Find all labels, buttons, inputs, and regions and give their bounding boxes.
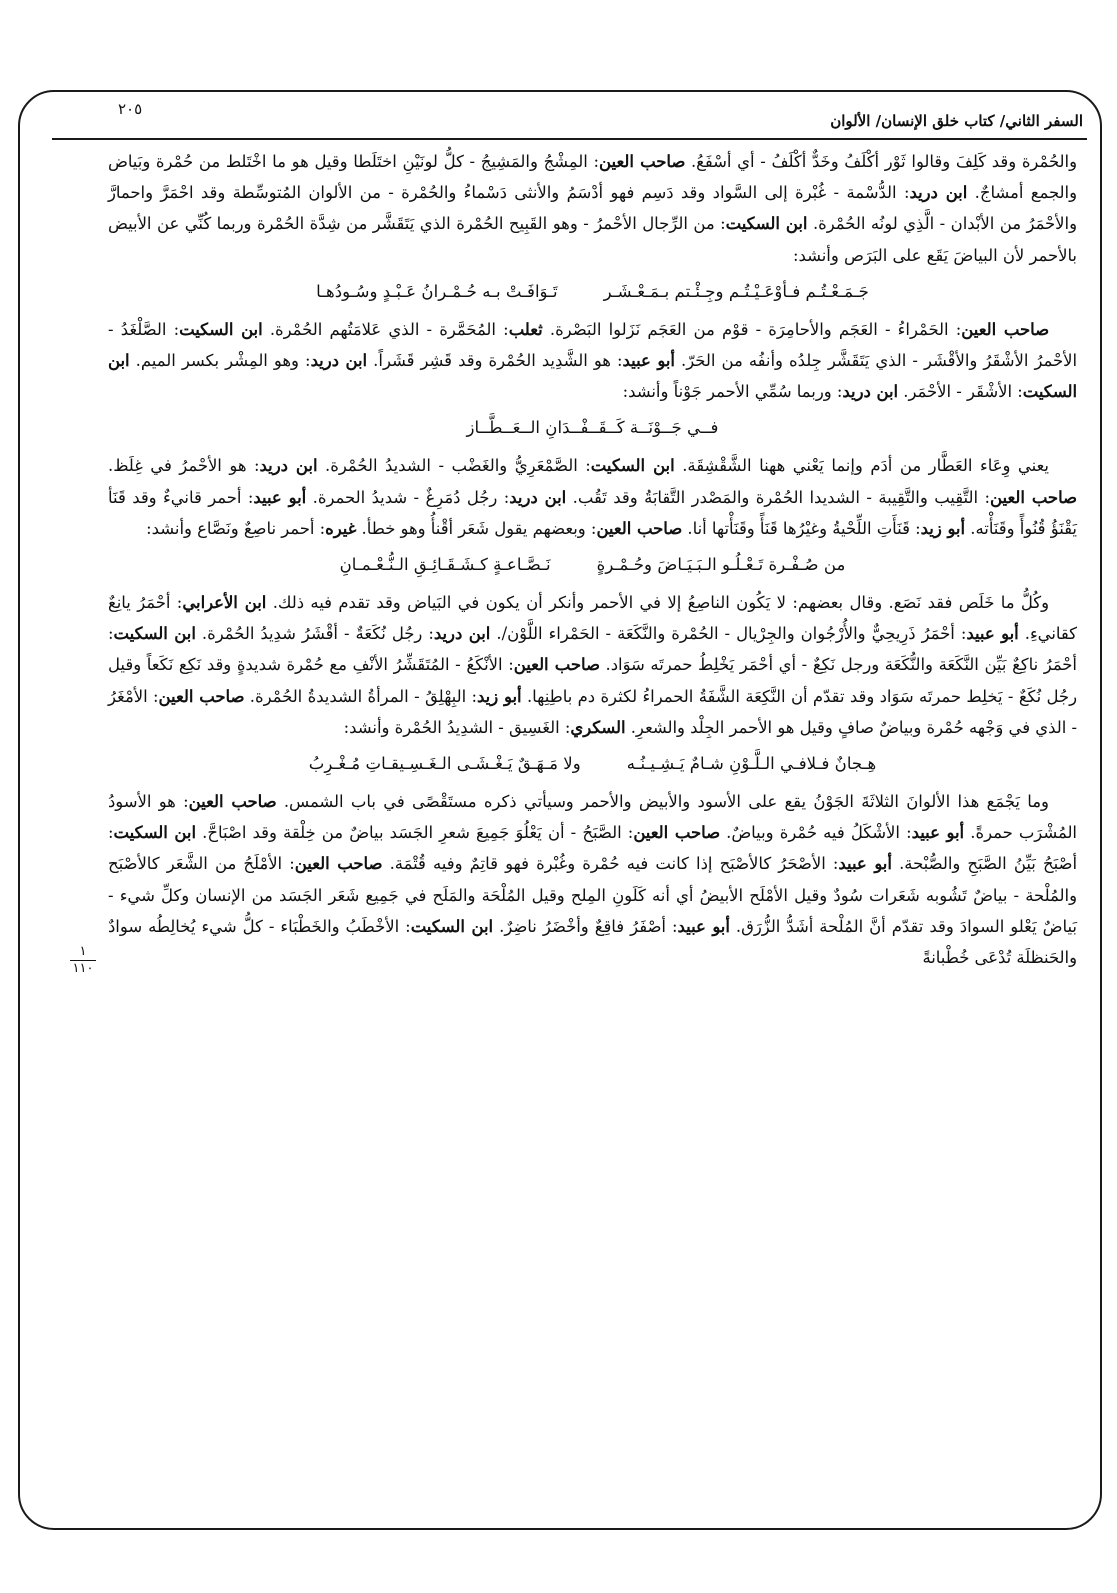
text-run: يعني وِعَاء العَطَّار من أدَم وإنما يَعْني ههنا الشَّقْشِقَة. bbox=[674, 456, 1049, 476]
text-run: : أحْمَرُ ناكِعٌ بَيِّن النَّكَعَة والنُّكَعَة ورجل نَكِعٌ - أي أحْمَر يَخْلِطُ حمرتَه سَوَاد. bbox=[108, 624, 1077, 675]
verse-second-hemistich: تَـوَافَـتْ بـه حُـمْـرانُ عَـبْـدٍ وسُـودُهـا bbox=[316, 281, 558, 301]
source-citation: صاحب العين bbox=[294, 854, 383, 874]
text-run: : هو الأسودُ المُشْرَب حمرةً. bbox=[108, 792, 1077, 843]
source-citation: ابن دريد bbox=[842, 382, 899, 402]
text-run: : الأشْكَلُ فيه حُمْرة وبياضٌ. bbox=[720, 823, 912, 843]
source-citation: أبو عبيد bbox=[966, 624, 1019, 644]
text-run: : الأشْقَر - الأحْمَر. bbox=[898, 382, 1023, 402]
poetry-verse bbox=[108, 745, 1077, 782]
text-run: : الأمْغَرُ - الذي في وَجْهه حُمْرة وبياضٌ صافٍ وقيل هو الأحمر الجِلْد والشعرِ. bbox=[108, 686, 1077, 737]
text-run: : البِهْلِقُ - المرأةُ الشديدةُ الحُمْرة. bbox=[244, 686, 478, 706]
page-number: ٢٠٥ bbox=[118, 100, 143, 118]
text-run: : من الرِّجال الأحْمرُ - وهو القَبِيح الحُمْرة الذي يَتَقَشَّر من شِدَّة الحُمْرة وربما كُنِّي عن الأبيض بالأحمر لأن البياضَ يَقَع على البَرَص وأنشد: bbox=[108, 214, 1077, 265]
text-run: : المِشْجُ والمَشِيجُ - كلُّ لونَيْنِ اختَلَطا وقيل هو ما اخْتَلط من حُمْرة وبَياض والجمع أمشاجٌ. bbox=[108, 152, 1077, 203]
poetry-verse bbox=[108, 273, 1077, 310]
source-citation: ابن دريد bbox=[433, 624, 491, 644]
text-run: : الصَّمْعَرِيُّ والغَضْب - الشديدُ الحُمْرة. bbox=[317, 456, 591, 476]
text-run: : رجُل نُكَعَةٌ - أقْشَرُ شدِيدُ الحُمْرة. bbox=[195, 624, 434, 644]
source-citation: أبو عبيد bbox=[677, 916, 730, 936]
main-text-body bbox=[108, 146, 1077, 973]
source-citation: أبو زيد bbox=[920, 518, 966, 538]
source-citation: ابن السكيت bbox=[108, 351, 1077, 402]
text-run: : وهو المِشْر بكسر الميم. bbox=[129, 351, 311, 371]
margin-note-bottom: ١١٠ bbox=[72, 961, 94, 976]
source-citation: ابن دريد bbox=[310, 351, 368, 371]
source-citation: صاحب العين bbox=[513, 655, 600, 675]
header-rule bbox=[52, 138, 1087, 140]
source-citation: ابن السكيت bbox=[179, 319, 263, 339]
text-run: : الأصْحَرُ كالأصْبَح إذا كانت فيه حُمْرة وغُبْرة فهو قاتِمٌ وفيه قُتْمَة. bbox=[382, 854, 839, 874]
text-run: : قَنَأَتِ اللِّحْيةُ وغيْرُها قَنَأً وقَنَأْتها أنا. bbox=[682, 518, 921, 538]
text-paragraph bbox=[108, 587, 1077, 743]
source-citation: أبو عبيد bbox=[253, 487, 307, 507]
text-run: : الصَّلْغَدُ - الأحْمرُ الأشْقَرُ والأقْشَر - الذي يَتَقَشَّر جِلدُه وأنفُه من الحَرّ. bbox=[108, 319, 1077, 371]
source-citation: صاحب العين bbox=[596, 518, 683, 538]
text-run: : أصْفَرُ فاقِعٌ وأخْضَرُ ناضِرٌ. bbox=[493, 916, 678, 936]
text-run: : المُحَمَّرة - الذي عَلامَتُهم الحُمْرة. bbox=[262, 319, 509, 339]
text-run: والحُمْرة وقد كَلِفَ وقالوا ثَوْر أكْلَفُ وخَدٌّ أكْلَفُ - أي أسْفَعُ. bbox=[685, 152, 1077, 171]
source-citation: ابن السكيت bbox=[410, 916, 494, 936]
source-citation: ابن دريد bbox=[259, 456, 318, 476]
text-run: : هو الشَّدِيد الحُمْرة وقد قَشِر قَشَراً. bbox=[367, 351, 623, 371]
poetry-verse bbox=[108, 546, 1077, 583]
verse-first-hemistich: هِـجانٌ فـلافـي الـلَّـوْنِ شـامٌ يَـشِـيـنُـه bbox=[626, 754, 877, 774]
text-run: : أصْبَحُ بَيِّنُ الصَّبَحِ والصُّبْحة. bbox=[108, 823, 1078, 874]
text-run: : أحمر قانيءٌ وقد قَنَأ يَقْنَؤُ قُنُوأً وقَنَأْته. bbox=[108, 487, 1077, 538]
margin-note-top: ١ bbox=[79, 944, 87, 959]
text-run: وما يَجْمَع هذا الألوانَ الثلاثَةَ الجَوْنُ يقع على الأسود والأبيض والأحمر وسيأتي ذكره مستَقْصًى في باب الشمس. bbox=[276, 792, 1049, 812]
text-run: : الأخْطَبُ والخَطْبَاء - كلُّ شيء يُخالِطُه سوادٌ والحَنظلَة تُدْعَى خُطْبانةً bbox=[108, 916, 1077, 968]
text-run: : الحَمْراءُ - العَجَم والأحامِرَة - قوْم من العَجَم نَزَلوا البَصْرة. bbox=[542, 319, 962, 339]
text-run: : التَّقِيب والتَّقِيبة - الشديدا الحُمْرة والمَصْدر التَّقابَةُ وقد تَقُب. bbox=[566, 487, 991, 507]
verse-first-hemistich: من صُـفْـرة تَـعْـلُـو الـبَـيَـاضَ وحُـمْـرةٍ bbox=[596, 555, 846, 575]
poetry-verse bbox=[108, 409, 1077, 446]
source-citation: ابن الأعرابي bbox=[182, 593, 267, 613]
text-run: : الصَّبَحُ - أن يَعْلُوَ جَمِيعَ شعرِ الجَسَد بياضٌ من خِلْقة وقد اصْبَاحَّ. bbox=[196, 823, 634, 843]
source-citation: ابن السكيت bbox=[113, 624, 196, 644]
source-citation: ابن دريد bbox=[909, 183, 968, 203]
source-citation: صاحب العين bbox=[633, 823, 720, 843]
text-run: : الدُّسْمة - غُبْرة إلى السَّواد وقد دَسِم فهو أدْسَمُ والأنثى دَسْماءُ والحُمْرة - من الألوان المُتوسِّطة وقد احْمَرَّ واحمارَّ والأحْمَرُ من الأبْدان - الَّذِي لونُه الحُمْرة. bbox=[108, 183, 1078, 234]
text-run: : أحْمَرُ ذَرِيحِيٌّ والأُرْجُوان والجِرْيال - الحُمْرة والنَّكَعَة - الحَمْراء اللَّوْن/. bbox=[490, 624, 967, 644]
text-run: : الأنْكَعُ - المُتَقَشِّرُ الأنْفِ مع حُمْرة شديدةٍ وقد نَكِع نَكَعاً وقيل رجُل نُكَعٌ - يَخلِط حمرتَه سَوَاد وقد تقدّم أن النَّكِعَة الشَّفَةُ الحمراءُ لكثرة دم باطِنِها. bbox=[108, 655, 1077, 706]
margin-folio-note bbox=[70, 945, 96, 976]
source-citation: صاحب العين bbox=[990, 487, 1077, 507]
source-citation: أبو عبيد bbox=[911, 823, 965, 843]
source-citation: صاحب العين bbox=[961, 319, 1049, 339]
source-citation: أبو زيد bbox=[477, 686, 522, 706]
verse-second-hemistich: ولا مَـهَـقٌ يَـغْـشَـى الـغَـسِـيقـاتِ مُـغْـرِبُ bbox=[308, 754, 581, 774]
text-run: : وبعضهم يقول شَعَر أقْنأُ وهو خطأ. bbox=[356, 518, 597, 538]
text-run: : رجُل دُمَرِغٌ - شديدُ الحمرة. bbox=[306, 487, 510, 507]
source-citation: ثعلب bbox=[508, 319, 543, 339]
source-citation: أبو عبيد bbox=[622, 351, 675, 371]
source-citation: ابن السكيت bbox=[590, 456, 675, 476]
source-citation: ابن السكيت bbox=[113, 823, 197, 843]
running-header: السفر الثاني/ كتاب خلق الإنسان/ الألوان bbox=[830, 112, 1083, 130]
source-citation: أبو عبيد bbox=[838, 854, 892, 874]
source-citation: صاحب العين bbox=[158, 686, 245, 706]
text-run: : أحمر ناصِعٌ ونَصَّاع وأنشد: bbox=[146, 518, 326, 538]
text-paragraph bbox=[108, 146, 1077, 271]
text-paragraph bbox=[108, 786, 1077, 973]
text-paragraph bbox=[108, 450, 1077, 544]
text-run: وكُلُّ ما خَلَص فقد نَصَع. وقال بعضهم: لا يَكُون الناصِعُ إلا في الأحمر وأنكر أن يكون في البَياض وقد تقدم فيه ذلك. bbox=[266, 593, 1049, 613]
verse-first-hemistich: جَـمَـعْـتُـم فـأوْعَـيْـتُـم وجِـئْـتم بـمَـعْـشَـر bbox=[603, 281, 869, 301]
text-run: : هو الأحْمرُ في غِلَظ. bbox=[108, 456, 260, 476]
verse-first-hemistich: فــي جَــوْنَــة كَــقَــفْــدَانِ الــعَــطَّــاز bbox=[466, 418, 719, 438]
text-paragraph bbox=[108, 314, 1077, 408]
text-run: : وربما سُمِّي الأحمر جَوْناً وأنشد: bbox=[622, 382, 843, 402]
source-citation: السكري bbox=[570, 717, 626, 737]
text-run: : أحْمَرُ يانِعٌ كقانيءِ. bbox=[108, 593, 1077, 644]
source-citation: ابن السكيت bbox=[725, 214, 808, 234]
source-citation: صاحب العين bbox=[599, 152, 686, 171]
verse-second-hemistich: نَـصَّـاعـةٍ كـشَـقَـائِـقِ الـنُّـعْـمـانِ bbox=[339, 555, 551, 575]
source-citation: غيره bbox=[325, 518, 357, 538]
text-run: : الأمْلَحُ من الشَّعَر كالأصْبَح والمُلْحة - بياضٌ تَشُوبه شَعَرات سُودٌ وقيل الأمْلَح الأبيضُ أي أنه كَلَونِ المِلح وقيل المُلْحَة والمَلَح في جَمِيع شَعَر الجَسَد من الإنسان وكلِّ شيء - بَياضٌ يَعْلو السوادَ وقد تقدّم أنَّ المُلْحة أشَدُّ الزُّرَق. bbox=[108, 854, 1077, 936]
source-citation: ابن دريد bbox=[509, 487, 567, 507]
text-run: : الغَسِيق - الشدِيدُ الحُمْرة وأنشد: bbox=[343, 717, 571, 737]
source-citation: صاحب العين bbox=[188, 792, 277, 812]
